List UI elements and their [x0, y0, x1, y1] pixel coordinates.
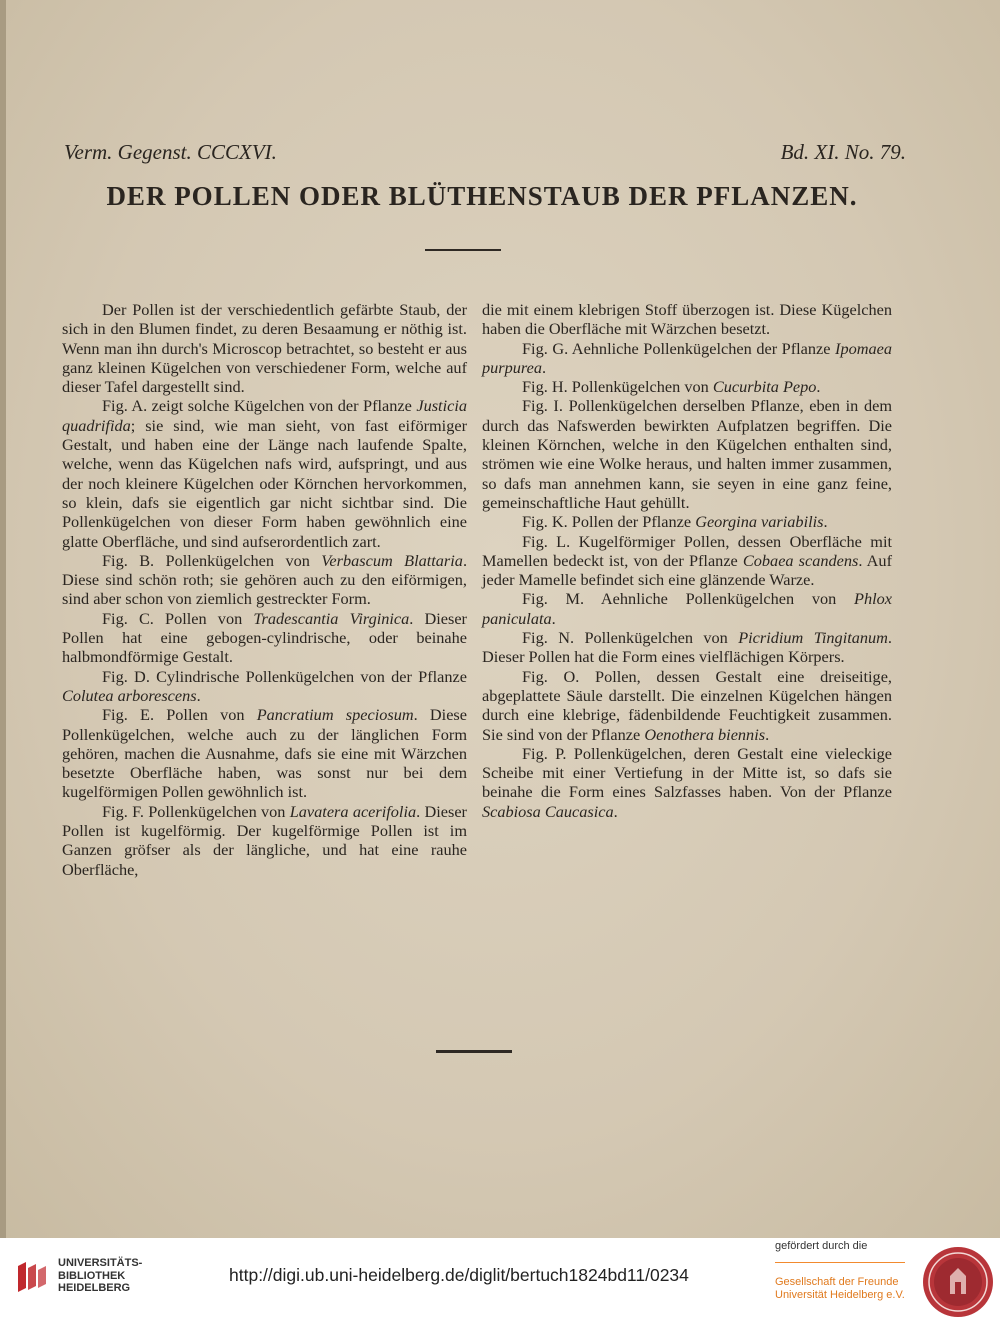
paragraph-fig-h: Fig. H. Pollenkügelchen von Cucurbita Pepo. [522, 377, 821, 397]
header-volume-number: Bd. XI. No. 79. [780, 140, 906, 164]
running-header [64, 140, 906, 172]
sponsor-name: Gesellschaft der Freunde Universität Heidelberg e.V. [775, 1276, 905, 1301]
text-column-right [482, 300, 892, 821]
sponsor-divider [775, 1262, 905, 1263]
library-logo-icon [12, 1258, 52, 1298]
paragraph-fig-k: Fig. K. Pollen der Pflanze Georgina variabilis. [522, 512, 828, 532]
paragraph-fig-g: Fig. G. Aehnliche Pollenkügelchen der Pflanze Ipomaea purpurea. [482, 338, 892, 377]
paragraph-fig-m: Fig. M. Aehnliche Pollenkügelchen von Phlox paniculata. [482, 589, 892, 628]
paragraph-fig-i: Fig. I. Pollenkügelchen derselben Pflanze, eben in dem durch das Nafswerden bewirkten Aufplatzen begriffen. Die kleinen Körnchen, welche in den Kügelchen enthalten sind, strömen wie eine Wolke heraus, und halten immer zusammen, so dafs man annehmen kann, sie seyen in eine ganz feine, gemeinschaftliche Haut gehüllt. [482, 396, 892, 512]
paragraph-fig-n: Fig. N. Pollenkügelchen von Picridium Tingitanum. Dieser Pollen hat die Form eines vielflächigen Körpers. [482, 628, 892, 667]
page-edge-shadow [0, 0, 6, 1238]
paragraph-fig-c: Fig. C. Pollen von Tradescantia Virginica. Dieser Pollen hat eine gebogen-cylindrische, oder beinahe halbmondförmige Gestalt. [62, 608, 467, 667]
article-title: DER POLLEN ODER BLÜTHENSTAUB DER PFLANZEN. [106, 181, 858, 211]
university-seal-icon [922, 1246, 994, 1318]
library-name: UNIVERSITÄTS- BIBLIOTHEK HEIDELBERG [58, 1257, 143, 1294]
paragraph-fig-f: Fig. F. Pollenkügelchen von Lavatera acerifolia. Dieser Pollen ist kugelförmig. Der kugelförmige Pollen ist im Ganzen gröfser als der längliche, und hat eine rauhe Oberfläche, [62, 801, 467, 879]
end-divider [436, 1050, 512, 1053]
permalink-url[interactable]: http://digi.ub.uni-heidelberg.de/diglit/bertuch1824bd11/0234 [229, 1265, 689, 1285]
paragraph-intro: Der Pollen ist der verschiedentlich gefärbte Staub, der sich in den Blumen findet, zu deren Besaamung er nöthig ist. Wenn man ihn durch's Microscop betrachtet, so besteht er aus ganz kleinen Kügelchen von verschiedener Form, welche auf dieser Tafel dargestellt sind. [62, 300, 467, 397]
paragraph-fig-p: Fig. P. Pollenkügelchen, deren Gestalt eine vieleckige Scheibe mit einer Vertiefung in der Mitte ist, so dafs sie beinahe die Form eines Salzfasses haben. Von der Pflanze Scabiosa Caucasica. [482, 743, 892, 821]
title-divider [425, 249, 501, 251]
header-series-label: Verm. Gegenst. CCCXVI. [64, 140, 277, 164]
paragraph-fig-o: Fig. O. Pollen, dessen Gestalt eine dreiseitige, abgeplattete Säule darstellt. Die einzelnen Kügelchen hängen durch eine klebrige, fädenbildende Feuchtigkeit zusammen. Sie sind von der Pflanze Oenothera biennis. [482, 666, 892, 744]
paragraph-fig-d: Fig. D. Cylindrische Pollenkügelchen von der Pflanze Colutea arborescens. [62, 666, 467, 705]
sponsor-label: gefördert durch die [775, 1240, 868, 1252]
paragraph-fig-l: Fig. L. Kugelförmiger Pollen, dessen Oberfläche mit Mamellen bedeckt ist, von der Pflanze Cobaea scandens. Auf jeder Mamelle befindet sich eine glänzende Warze. [482, 531, 892, 590]
paragraph-fig-e: Fig. E. Pollen von Pancratium speciosum. Diese Pollenkügelchen, welche auch zu der länglichen Form gehören, machen die Ausnahme, dafs sie eine mit Wärzchen besetzte Oberfläche haben, was sonst nur bei dem kugelförmigen Pollen gewöhnlich ist. [62, 705, 467, 802]
paragraph-continuation: die mit einem klebrigen Stoff überzogen ist. Diese Kügelchen haben die Oberfläche mit Wärzchen besetzt. [482, 300, 892, 339]
paragraph-fig-a: Fig. A. zeigt solche Kügelchen von der Pflanze Justicia quadrifida; sie sind, wie man sieht, von fast eiförmiger Gestalt, und haben eine der Länge nach laufende Spalte, welche, wenn das Kügelchen nafs wird, aufspringt, und aus der noch kleinere Kügelchen oder Körnchen hervorkommen, so klein, dafs sie eigentlich gar nicht sichtbar sind. Die Pollenkügelchen von dieser Form haben gewöhnlich eine glatte Oberfläche, und sind aufserordentlich zart. [62, 396, 467, 551]
text-column-left [62, 300, 467, 879]
paragraph-fig-b: Fig. B. Pollenkügelchen von Verbascum Blattaria. Diese sind schön roth; sie gehören auch zu den eiförmigen, sind aber schon von ziemlich gestreckter Form. [62, 550, 468, 609]
